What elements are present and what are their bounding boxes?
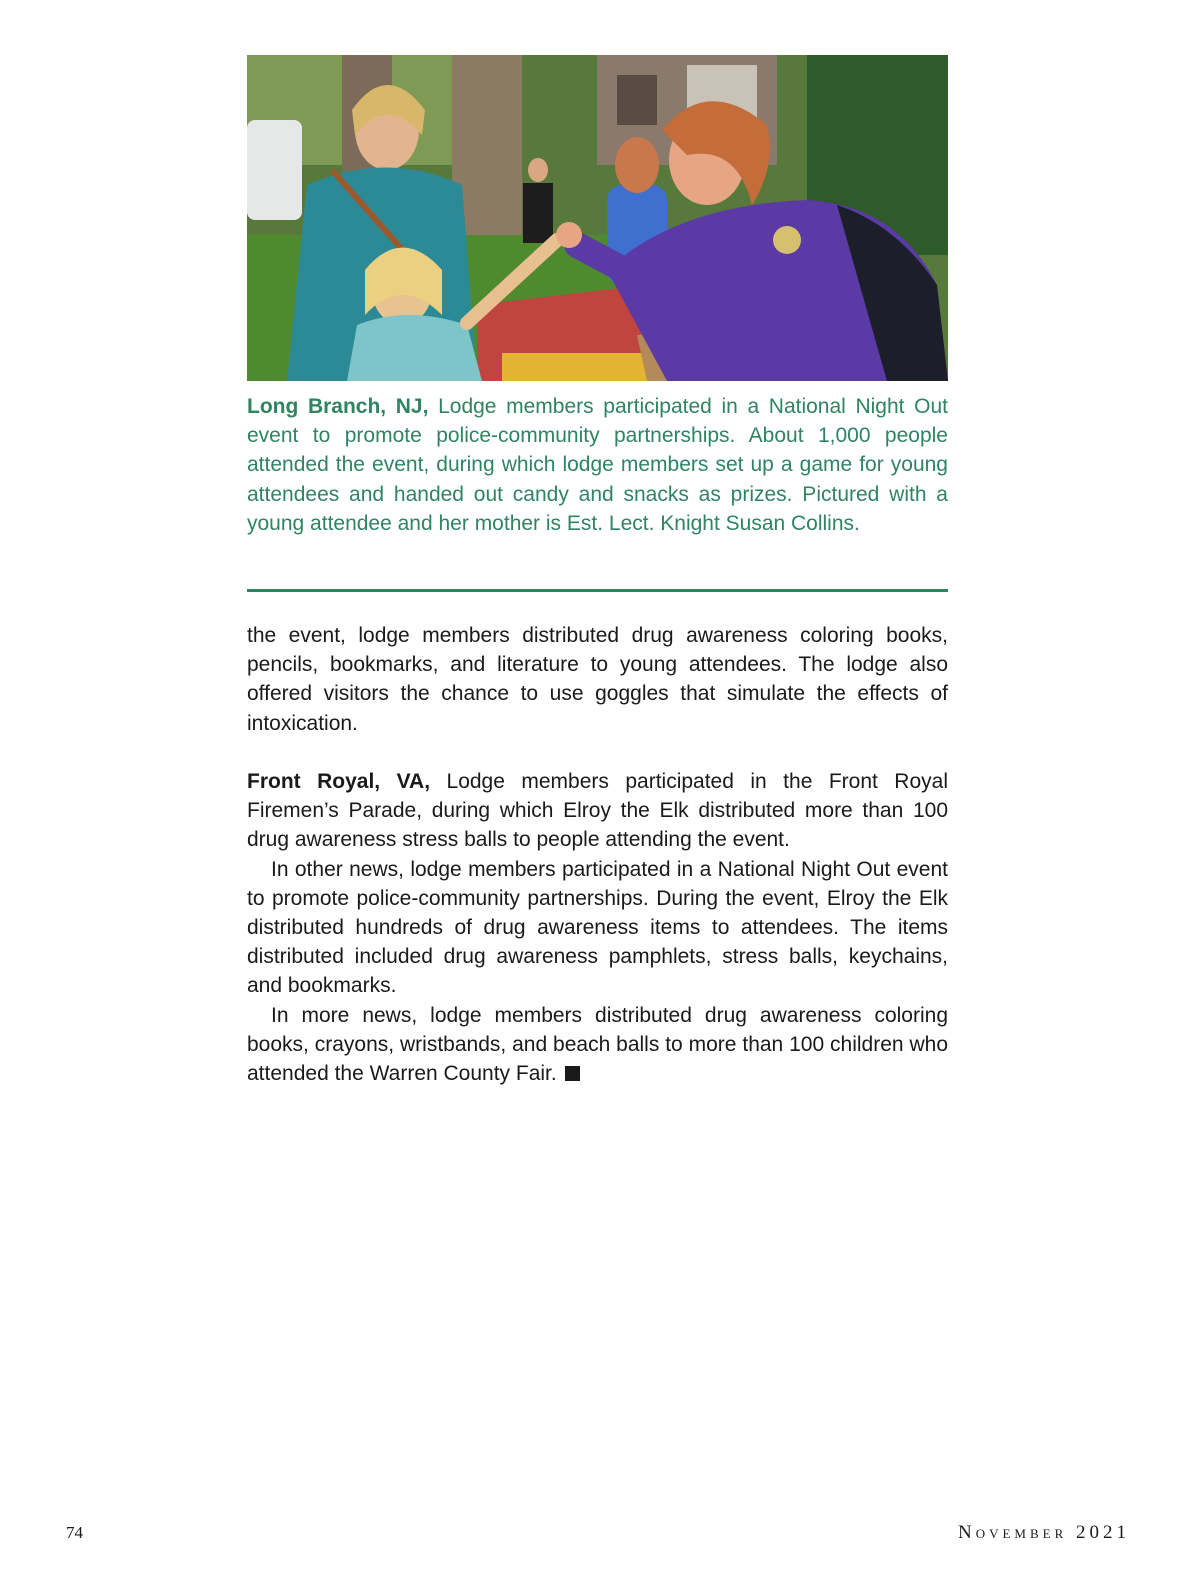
caption-place: Long Branch, NJ, — [247, 395, 429, 418]
photo-caption — [247, 392, 948, 538]
more-news-text: In more news, lodge members distributed drug awareness coloring books, crayons, wristbands, and beach balls to more than 100 children who attended the Warren County Fair. — [247, 1003, 948, 1086]
other-news-paragraph: In other news, lodge members participated in a National Night Out event to promote police-community partnerships. During the event, Elroy the Elk distributed hundreds of drug awareness items to attendees. The items distributed included drug awareness pamphlets, stress balls, keychains, and bookmarks. — [247, 857, 948, 998]
section-divider — [247, 589, 948, 592]
front-royal-paragraph — [247, 767, 948, 855]
section-lead: Lodge members participated in the Front Royal Firemen’s Parade, during which Elroy the Elk distributed more than 100 drug awareness stress balls to people attending the event. — [247, 770, 948, 852]
section-place: Front Royal, VA, — [247, 770, 431, 793]
event-photo — [247, 55, 948, 381]
page-number: 74 — [66, 1523, 83, 1542]
issue-date: November 2021 — [957, 1522, 1130, 1543]
continued-paragraph: the event, lodge members distributed drug awareness coloring books, pencils, bookmarks, and literature to young attendees. The lodge also offered visitors the chance to use goggles that simulate the effects of intoxication. — [247, 624, 948, 735]
end-of-article-mark — [565, 1066, 580, 1081]
caption-text: Lodge members participated in a National Night Out event to promote police-community partnerships. About 1,000 people attended the event, during which lodge members set up a game for young attendees and handed out candy and snacks as prizes. Pictured with a young attendee and her mother is Est. Lect. Knight Susan Collins. — [247, 395, 948, 535]
more-news-paragraph — [247, 1001, 948, 1089]
article-body — [247, 621, 948, 1088]
